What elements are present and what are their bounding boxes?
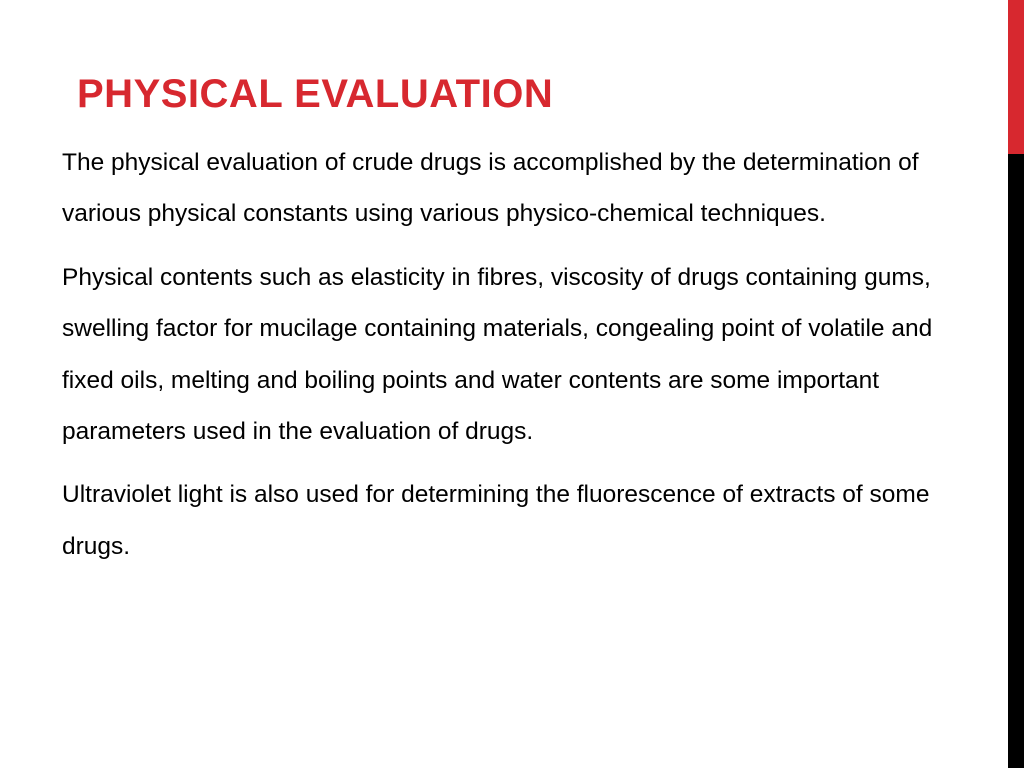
- paragraph-ultraviolet-light: Ultraviolet light is also used for determining the fluorescence of extracts of some drugs.: [62, 481, 930, 560]
- slide-body: [62, 137, 942, 584]
- paragraph-physical-parameters: Physical contents such as elasticity in fibres, viscosity of drugs containing gums, swelling factor for mucilage containing materials, congealing point of volatile and fixed oils, melting and boiling points and water contents are some important parameters used in the evaluation of drugs.: [62, 263, 933, 446]
- slide-title: PHYSICAL EVALUATION: [77, 72, 554, 116]
- accent-bar-black-segment: [1008, 154, 1024, 768]
- paragraph-physical-evaluation-definition: The physical evaluation of crude drugs is accomplished by the determination of various physical constants using various physico-chemical techniques.: [62, 149, 919, 228]
- accent-bar: [1008, 0, 1024, 768]
- accent-bar-red-segment: [1008, 0, 1024, 154]
